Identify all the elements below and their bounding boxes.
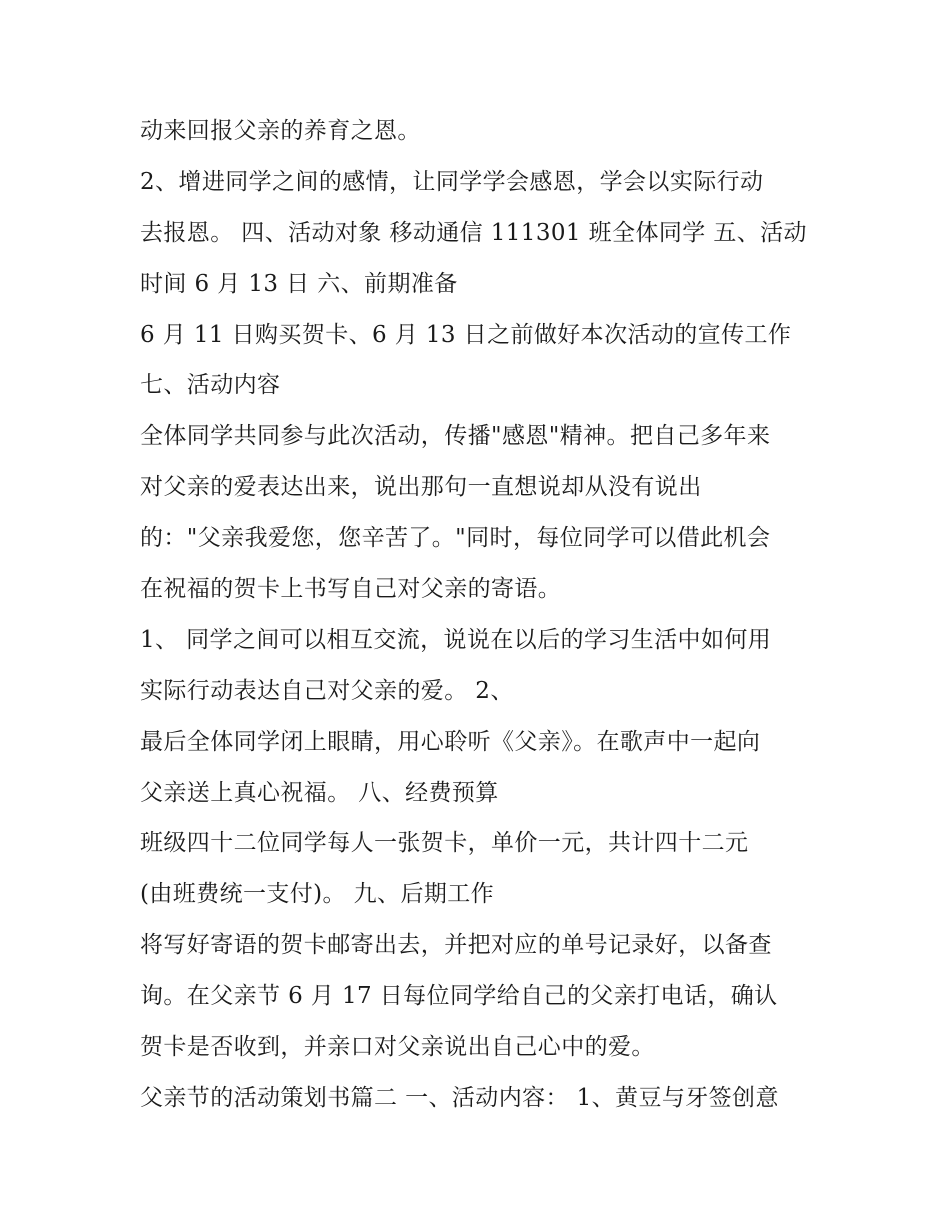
text-line: 对父亲的爱表达出来，说出那句一直想说却从没有说出	[140, 474, 702, 501]
text-line: 最后全体同学闭上眼睛，用心聆听《父亲》。在歌声中一起向	[140, 728, 761, 755]
text-line: 去报恩。 四、活动对象 移动通信 111301 班全体同学 五、活动	[140, 219, 807, 246]
text-line: 全体同学共同参与此次活动，传播"感恩"精神。把自己多年来	[140, 423, 771, 450]
text-line: 6 月 11 日购买贺卡、6 月 13 日之前做好本次活动的宣传工作	[140, 321, 792, 348]
text-line: 将写好寄语的贺卡邮寄出去，并把对应的单号记录好，以备查	[140, 932, 772, 959]
text-line: 询。在父亲节 6 月 17 日每位同学给自己的父亲打电话，确认	[140, 983, 778, 1010]
text-line: 动来回报父亲的养育之恩。	[140, 118, 421, 144]
text-line: 在祝福的贺卡上书写自己对父亲的寄语。	[140, 576, 562, 603]
text-line: 贺卡是否收到，并亲口对父亲说出自己心中的爱。	[140, 1034, 655, 1061]
text-line: 1、 同学之间可以相互交流，说说在以后的学习生活中如何用	[140, 626, 772, 653]
text-line: 2、增进同学之间的感情，让同学学会感恩，学会以实际行动	[140, 168, 764, 195]
text-line: 的："父亲我爱您，您辛苦了。"同时，每位同学可以借此机会	[140, 525, 771, 552]
text-line: 班级四十二位同学每人一张贺卡，单价一元，共计四十二元	[140, 830, 749, 857]
text-line: 父亲节的活动策划书篇二 一、活动内容： 1、黄豆与牙签创意	[140, 1084, 779, 1111]
text-line: 实际行动表达自己对父亲的爱。 2、	[140, 677, 514, 704]
document-body	[140, 106, 830, 1124]
text-line: 父亲送上真心祝福。 八、经费预算	[140, 779, 499, 806]
text-line: 时间 6 月 13 日 六、前期准备	[140, 270, 458, 297]
text-line: 七、活动内容	[140, 372, 281, 399]
text-line: (由班费统一支付)。 九、后期工作	[140, 881, 495, 908]
